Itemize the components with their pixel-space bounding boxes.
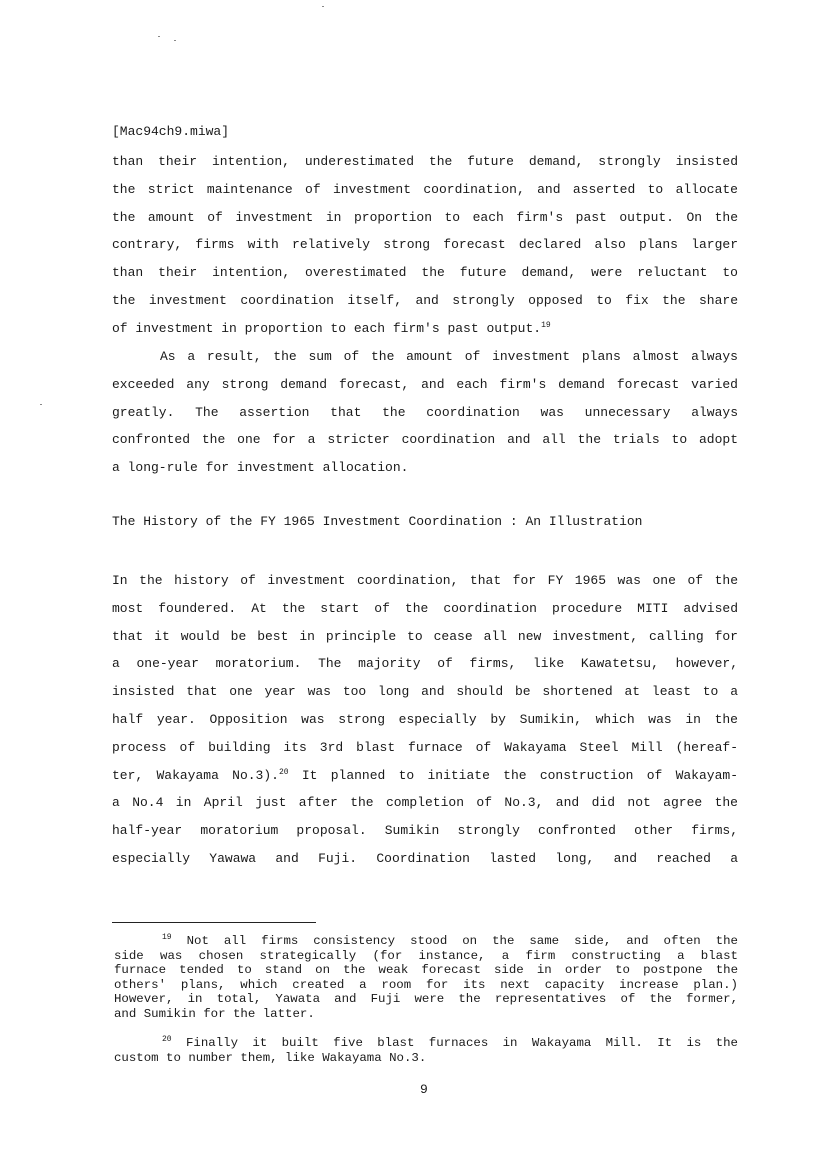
footnote-ref-19: 19 — [541, 320, 551, 330]
paragraph-2 — [112, 343, 738, 482]
scan-speck — [158, 36, 160, 37]
text-line: and Sumikin for the latter. — [114, 1006, 315, 1021]
text-run: It planned to initiate the construction of Wakayam- — [288, 767, 738, 783]
text-line: the amount of investment in proportion to each firm's past output. On the — [112, 209, 738, 225]
text-line: process of building its 3rd blast furnace of Wakayama Steel Mill (hereaf- — [112, 739, 738, 755]
paragraph-1 — [112, 148, 738, 343]
text-line — [114, 934, 738, 949]
text-line: greatly. The assertion that the coordination was unnecessary always — [112, 404, 738, 420]
text-line: half year. Opposition was strong especially by Sumikin, which was in the — [112, 711, 738, 727]
text-line: than their intention, overestimated the future demand, were reluctant to — [112, 265, 738, 281]
text-line: the strict maintenance of investment coordination, and asserted to allocate — [112, 181, 738, 197]
text-line: However, in total, Yawata and Fuji were the representatives of the former, — [114, 992, 738, 1007]
footnote-divider — [112, 922, 316, 923]
text-line: furnace tended to stand on the weak forecast side in order to postpone the — [114, 963, 738, 978]
text-line: half-year moratorium proposal. Sumikin strongly confronted other firms, — [112, 823, 738, 839]
text-line — [112, 315, 738, 343]
scan-speck — [174, 40, 176, 41]
file-identifier: [Mac94ch9.miwa] — [112, 124, 230, 139]
section-heading: The History of the FY 1965 Investment Coordination : An Illustration — [112, 514, 643, 529]
text-line: the investment coordination itself, and strongly opposed to fix the share — [112, 292, 738, 308]
text-run: of investment in proportion to each firm's past output. — [112, 320, 542, 336]
page-number: 9 — [420, 1082, 428, 1097]
scan-speck — [40, 404, 42, 405]
paragraph-3 — [112, 567, 738, 873]
text-line: most foundered. At the start of the coordination procedure MITI advised — [112, 600, 738, 616]
text-line: insisted that one year was too long and should be shortened at least to a — [112, 684, 738, 700]
text-line: others' plans, which created a room for its next capacity increase plan.) — [114, 977, 738, 992]
text-line: confronted the one for a stricter coordination and all the trials to adopt — [112, 432, 738, 448]
text-line — [112, 762, 738, 790]
text-line: that it would be best in principle to cease all new investment, calling for — [112, 628, 738, 644]
text-run: Finally it built five blast furnaces in Wakayama Mill. It is the — [171, 1036, 738, 1050]
text-line: In the history of investment coordination, that for FY 1965 was one of the — [112, 573, 738, 588]
footnote-19 — [114, 934, 738, 1022]
footnote-mark: 20 — [162, 1035, 172, 1044]
footnote-mark: 19 — [162, 933, 172, 942]
text-line: contrary, firms with relatively strong forecast declared also plans larger — [112, 237, 738, 253]
text-line: As a result, the sum of the amount of investment plans almost always — [160, 349, 738, 364]
text-line — [114, 1036, 738, 1051]
footnote-ref-20: 20 — [278, 767, 289, 777]
text-line: exceeded any strong demand forecast, and each firm's demand forecast varied — [112, 376, 738, 392]
text-line: a long-rule for investment allocation. — [112, 460, 409, 476]
text-line: a one-year moratorium. The majority of firms, like Kawatetsu, however, — [112, 656, 738, 672]
text-run: ter, Wakayama No.3). — [112, 767, 279, 783]
text-line: side was chosen strategically (for instance, a firm constructing a blast — [114, 948, 738, 963]
text-line: especially Yawawa and Fuji. Coordination lasted long, and reached a — [112, 850, 738, 866]
text-line: custom to number them, like Wakayama No.3. — [114, 1050, 427, 1065]
footnote-20 — [114, 1036, 738, 1065]
text-line: a No.4 in April just after the completion of No.3, and did not agree the — [112, 795, 738, 811]
scan-speck — [322, 6, 324, 7]
text-line: than their intention, underestimated the future demand, strongly insisted — [112, 154, 738, 169]
text-run: Not all firms consistency stood on the same side, and often the — [171, 934, 738, 948]
